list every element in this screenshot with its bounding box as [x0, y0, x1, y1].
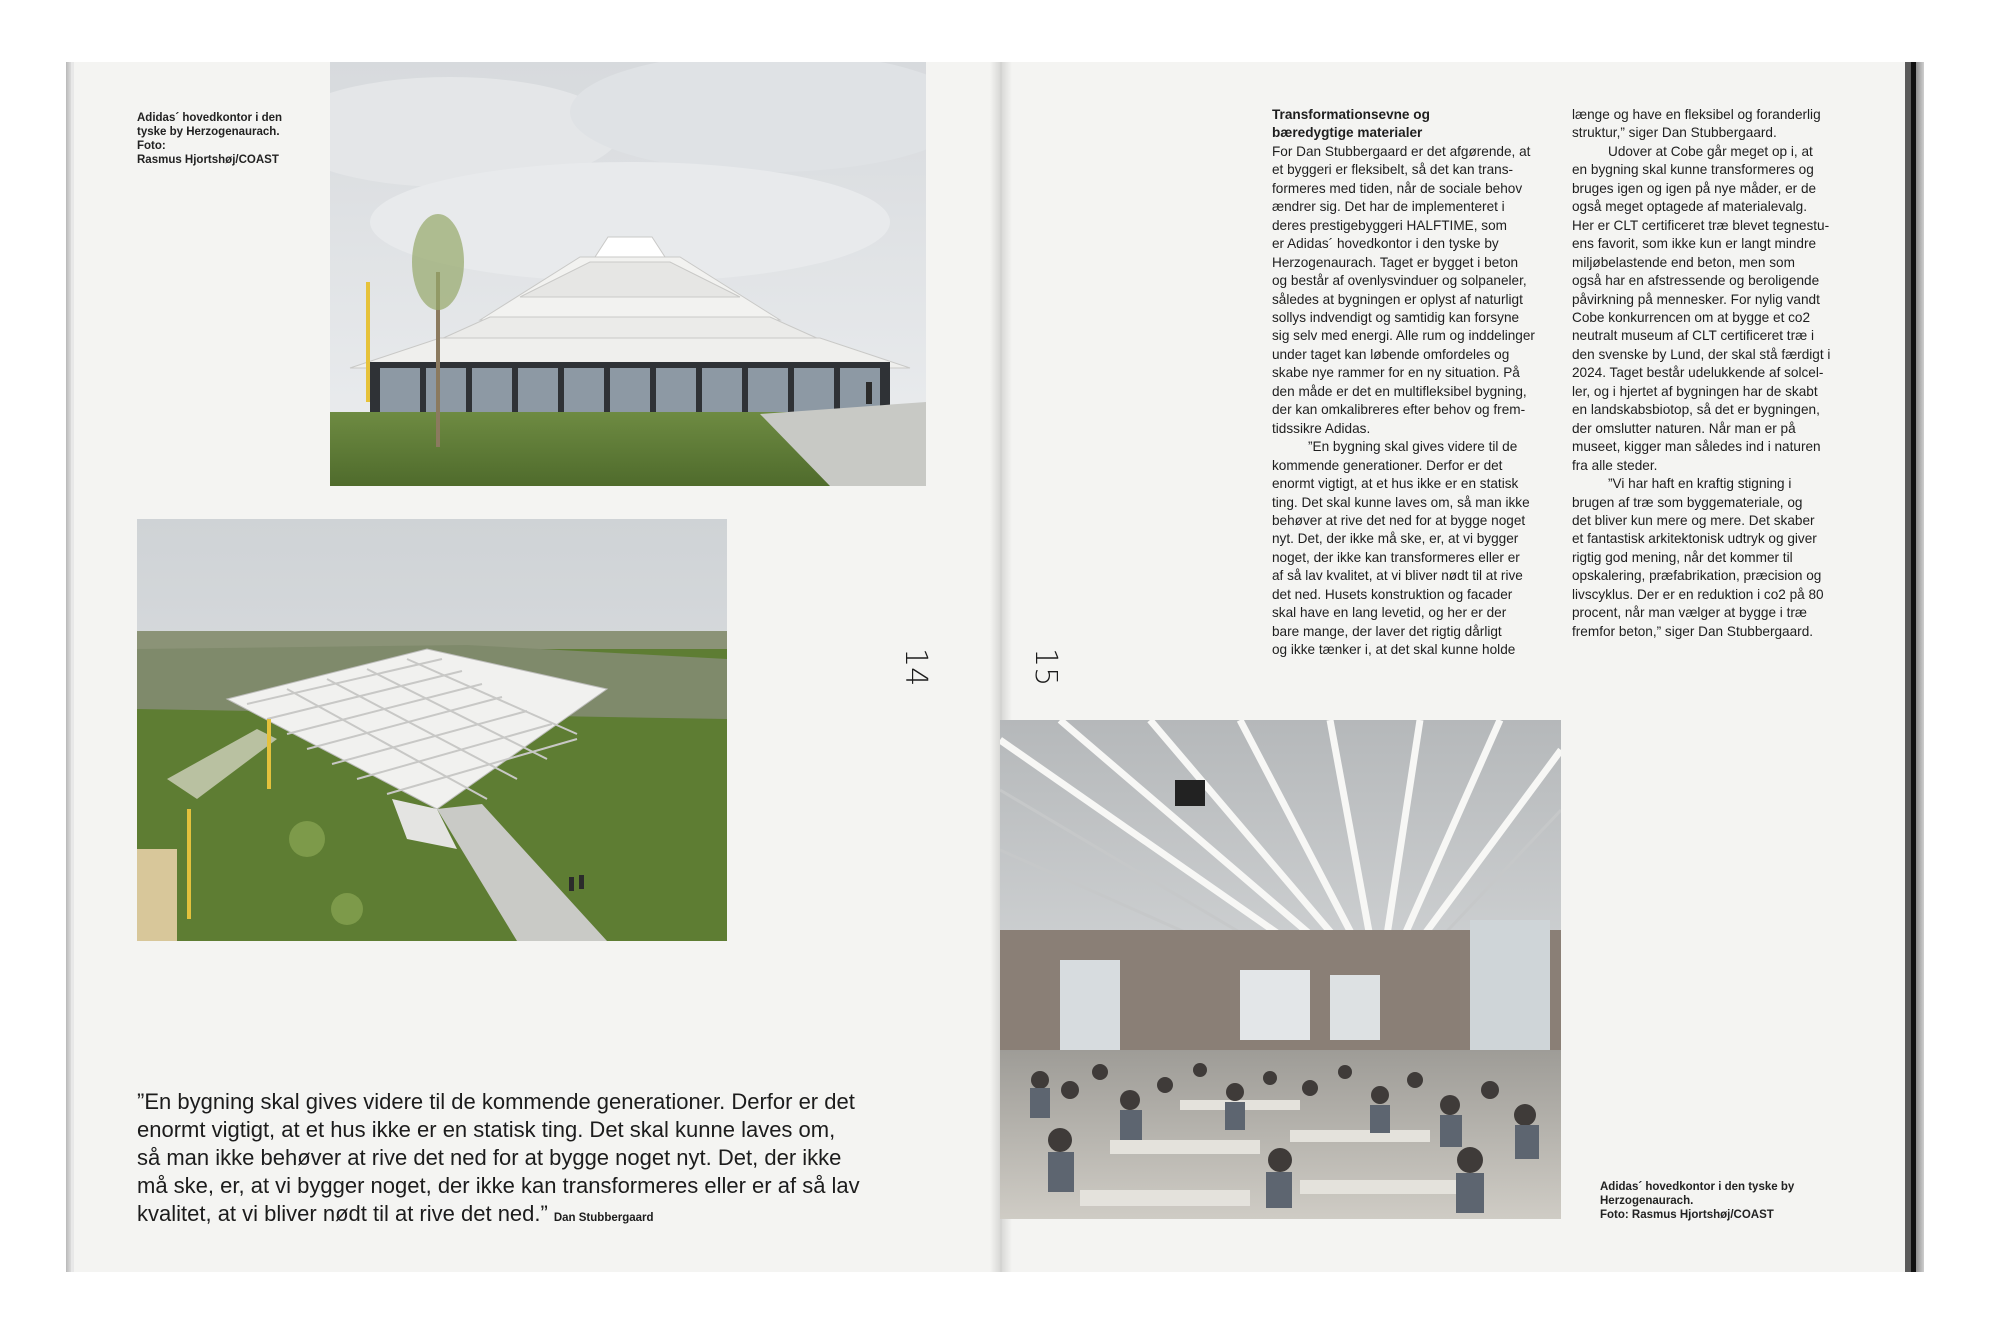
article-text-line: længe og have en fleksibel og foranderlig: [1572, 107, 1821, 122]
article-text-line: Cobe konkurrencen om at bygge et co2: [1572, 309, 1811, 325]
pull-quote-author: Dan Stubbergaard: [553, 1212, 654, 1224]
article-text-line: deres prestigebyggeri HALFTIME, som: [1272, 217, 1507, 233]
article-text-line: en bygning skal kunne transformeres og: [1572, 162, 1814, 178]
article-text-line: bare mange, der laver det rigtig dårligt: [1272, 623, 1502, 639]
pull-quote-line: enormt vigtigt, at et hus ikke er en statisk ting. Det skal kunne laves om,: [137, 1117, 836, 1142]
article-text-line: Her er CLT certificeret træ blevet tegnestu-: [1572, 217, 1830, 233]
article-text-line: således at bygningen er oplyst af naturligt: [1272, 291, 1523, 307]
article-text-line: nyt. Det, der ikke må ske, er, at vi bygger: [1272, 531, 1519, 547]
article-column-2: [1572, 106, 1872, 641]
pull-quote-line: ”En bygning skal gives videre til de kommende generationer. Derfor er det: [137, 1089, 855, 1114]
article-text-line: opskalering, præfabrikation, præcision og: [1572, 568, 1822, 584]
article-text-line: miljøbelastende end beton, men som: [1572, 254, 1795, 270]
article-text-line: For Dan Stubbergaard er det afgørende, at: [1272, 143, 1531, 159]
article-text-line: 2024. Taget består udelukkende af solcel-: [1572, 365, 1824, 381]
article-text-line: et byggeri er fleksibelt, så det kan trans-: [1272, 162, 1514, 178]
article-text-line: ”Vi har haft en kraftig stigning i: [1608, 476, 1792, 492]
article-text-line: sig selv med energi. Alle rum og inddelinger: [1272, 328, 1535, 344]
caption-line: Herzogenaurach.: [1600, 1195, 1694, 1207]
page-number-left: 14: [898, 648, 933, 687]
article-text-line: skabe nye rammer for en ny situation. På: [1272, 365, 1520, 381]
article-text-line: museet, kigger man således ind i naturen: [1572, 439, 1821, 455]
article-text-line: procent, når man vælger at bygge i træ: [1572, 605, 1807, 621]
article-text-line: tidssikre Adidas.: [1272, 420, 1371, 436]
article-text-line: brugen af træ som byggemateriale, og: [1572, 494, 1803, 510]
article-text-line: formeres med tiden, når de sociale behov: [1272, 180, 1523, 196]
article-text-line: enormt vigtigt, at et hus ikke er en statisk: [1272, 476, 1519, 492]
pull-quote-line: [137, 1200, 937, 1232]
article-text-line: ”En bygning skal gives videre til de: [1308, 439, 1518, 455]
article-text-line: en landskabsbiotop, så det er bygningen,: [1572, 402, 1820, 418]
article-text-line: Herzogenaurach. Taget er bygget i beton: [1272, 254, 1519, 270]
article-text-line: det ned. Husets konstruktion og facader: [1272, 586, 1513, 602]
article-text-line: den måde er det en multifleksibel bygning,: [1272, 383, 1527, 399]
photo-caption-exterior: [137, 111, 297, 167]
caption-line: Adidas´ hovedkontor i den: [137, 112, 283, 124]
caption-line: Adidas´ hovedkontor i den tyske by: [1600, 1181, 1795, 1193]
page-number-right: 15: [1028, 648, 1063, 687]
article-text-line: livscyklus. Der er en reduktion i co2 på 80: [1572, 586, 1824, 602]
article-subheading: Transformationsevne og: [1272, 107, 1430, 122]
caption-line: Foto:: [137, 140, 166, 152]
article-text-line: ændrer sig. Det har de implementeret i: [1272, 199, 1505, 215]
article-text-line: et fantastisk arkitektonisk udtryk og giver: [1572, 531, 1817, 547]
article-text-line: og ikke tænker i, at det skal kunne holde: [1272, 642, 1516, 658]
article-subheading: bæredygtige materialer: [1272, 125, 1423, 141]
article-text-line: rigtig god mening, når det kommer til: [1572, 549, 1793, 565]
article-text-line: ler, og i hjertet af bygningen har de skabt: [1572, 383, 1818, 399]
article-text-line: noget, der ikke kan transformeres eller er: [1272, 549, 1520, 565]
article-text-line: også har en afstressende og beroligende: [1572, 273, 1820, 289]
article-text-line: fremfor beton,” siger Dan Stubbergaard.: [1572, 623, 1814, 639]
article-text-line: af så lav kvalitet, at vi bliver nødt til at rive: [1272, 568, 1523, 584]
article-column-1: [1272, 106, 1562, 660]
article-text-line: den svenske by Lund, der skal stå færdigt i: [1572, 346, 1831, 362]
caption-line: Foto: Rasmus Hjortshøj/COAST: [1600, 1209, 1774, 1221]
article-text-line: påvirkning på mennesker. For nylig vandt: [1572, 291, 1820, 307]
article-text-line: ens favorit, som ikke kun er langt mindre: [1572, 236, 1817, 252]
article-text-line: det bliver kun mere og mere. Det skaber: [1572, 512, 1815, 528]
pull-quote: [137, 1088, 937, 1232]
article-text-line: ting. Det skal kunne laves om, så man ikke: [1272, 494, 1530, 510]
article-text-line: der kan omkalibreres efter behov og frem-: [1272, 402, 1526, 418]
article-text-line: neutralt museum af CLT certificeret træ i: [1572, 328, 1814, 344]
left-page-edge-inner: [71, 62, 74, 1272]
article-text-line: bruges igen og igen på nye måder, er de: [1572, 180, 1817, 196]
pull-quote-line: må ske, er, at vi bygger noget, der ikke kan transformeres eller er af så lav: [137, 1173, 860, 1198]
caption-line: Rasmus Hjortshøj/COAST: [137, 154, 279, 166]
article-text-line: også meget optagede af materialevalg.: [1572, 199, 1808, 215]
article-text-line: der omslutter naturen. Når man er på: [1572, 420, 1796, 436]
article-text-line: fra alle steder.: [1572, 457, 1658, 473]
article-text-line: kommende generationer. Derfor er det: [1272, 457, 1503, 473]
article-text-line: sollys indvendigt og samtidig kan forsyne: [1272, 309, 1520, 325]
article-text-line: behøver at rive det ned for at bygge noget: [1272, 512, 1526, 528]
photo-caption-interior: [1600, 1180, 1830, 1222]
article-text-line: under taget kan løbende omfordeles og: [1272, 346, 1510, 362]
caption-line: tyske by Herzogenaurach.: [137, 126, 280, 138]
article-text-line: Udover at Cobe går meget op i, at: [1608, 143, 1813, 159]
pull-quote-last-text: kvalitet, at vi bliver nødt til at rive det ned.”: [137, 1201, 548, 1226]
cover-edge-outer: [1916, 62, 1924, 1272]
article-text-line: og består af ovenlysvinduer og solpaneler,: [1272, 273, 1527, 289]
pull-quote-line: så man ikke behøver at rive det ned for at bygge noget nyt. Det, der ikke: [137, 1145, 842, 1170]
photo-building-exterior: [330, 62, 926, 486]
photo-canteen-interior: [1000, 720, 1561, 1219]
article-text-line: struktur,” siger Dan Stubbergaard.: [1572, 125, 1777, 141]
photo-building-aerial: [137, 519, 727, 941]
article-text-line: skal have en lang levetid, og her er der: [1272, 605, 1507, 621]
article-text-line: er Adidas´ hovedkontor i den tyske by: [1272, 236, 1499, 252]
